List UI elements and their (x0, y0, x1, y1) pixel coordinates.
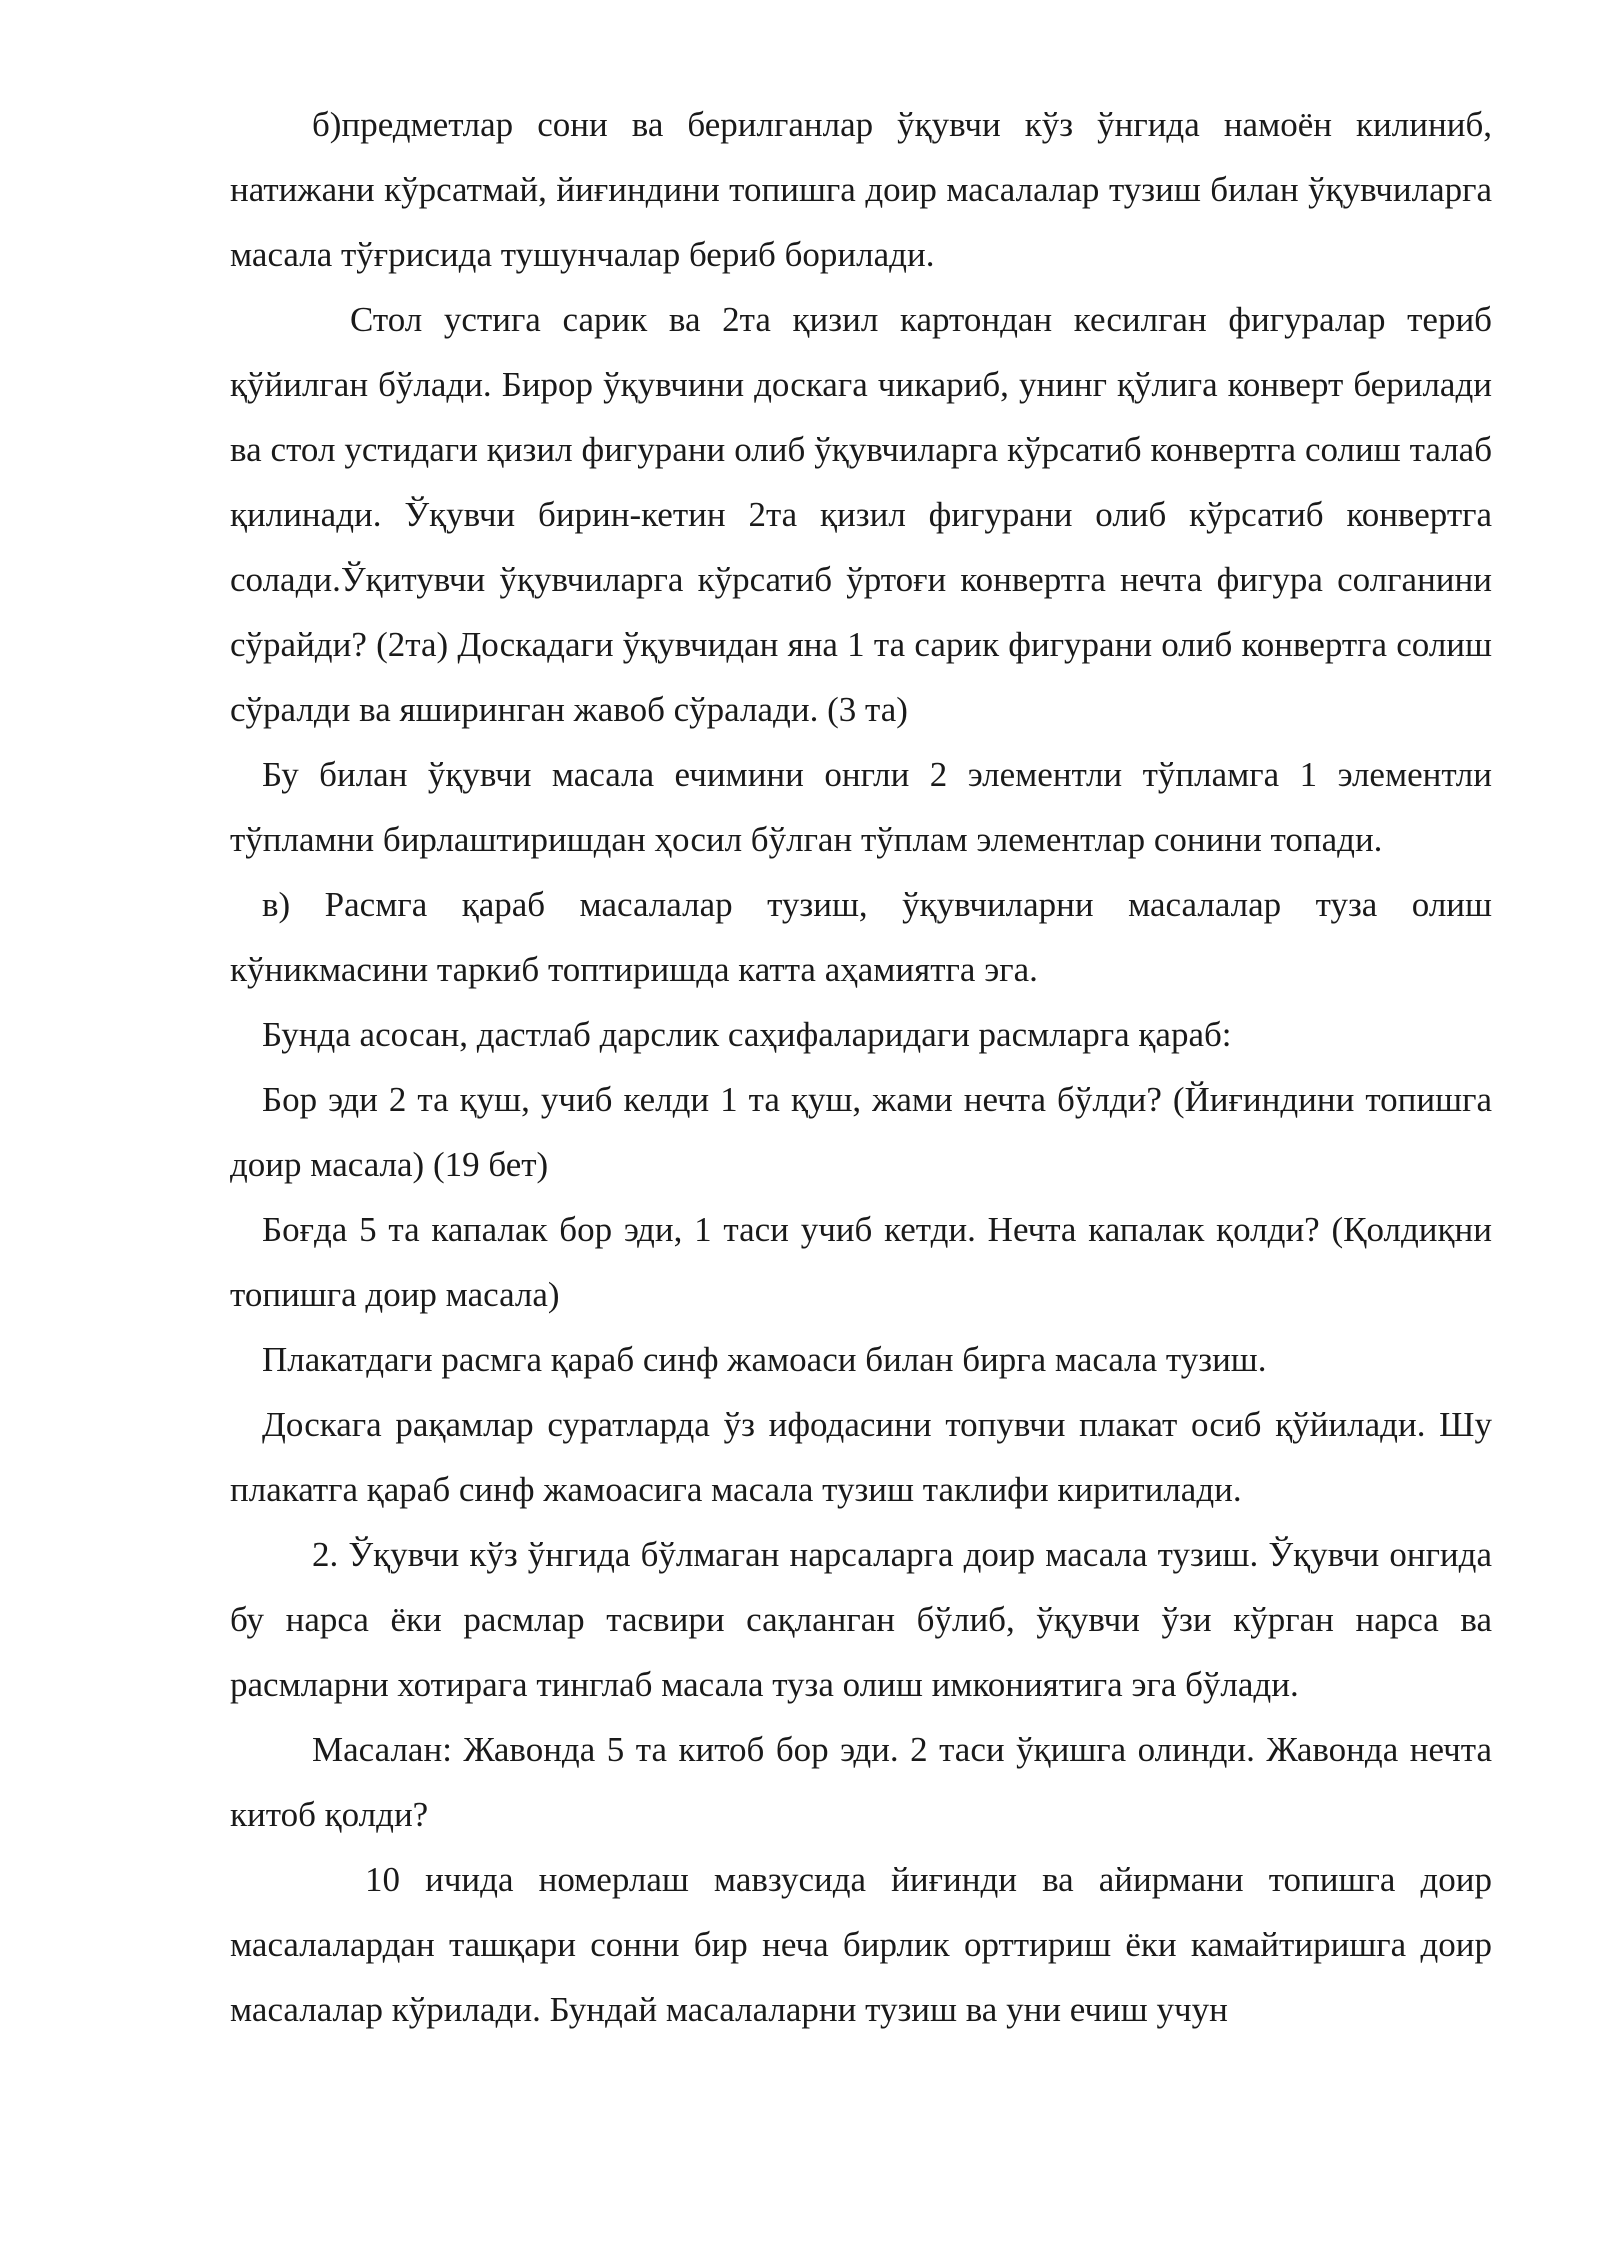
paragraph-intro-b: б)предметлар сони ва берилганлар ўқувчи кўз ўнгида намоён килиниб, натижани кўрсатмай, йиғиндини топишга доир масалалар тузиш билан ўқувчиларга масала тўғрисида тушунчалар бериб борилади. (230, 105, 1492, 274)
paragraph-birds-problem: Бор эди 2 та қуш, учиб келди 1 та қуш, жами нечта бўлди? (Йиғиндини топишга доир масала) (19 бет) (230, 1080, 1492, 1184)
paragraph-table-figures: Стол устига сарик ва 2та қизил картондан кесилган фигуралар териб қўйилган бўлади. Бирор ўқувчини доскага чикариб, унинг қўлига конверт берилади ва стол устидаги қизил фигурани олиб ўқувчиларга кўрсатиб конвертга солиш талаб қилинади. Ўқувчи бирин-кетин 2та қизил фигурани олиб кўрсатиб конвертга солади.Ўқитувчи ўқувчиларга кўрсатиб ўртоғи конвертга нечта фигура солганини сўрайди? (2та) Доскадаги ўқувчидан яна 1 та сарик фигурани олиб конвертга солиш сўралди ва яширинган жавоб сўралади. (3 та) (230, 300, 1492, 729)
paragraph-section-2: 2. Ўқувчи кўз ўнгида бўлмаган нарсаларга доир масала тузиш. Ўқувчи онгида бу нарса ёки расмлар тасвири сақланган бўлиб, ўқувчи ўзи кўрган нарса ва расмларни хотирага тинглаб масала туза олиш имкониятига эга бўлади. (230, 1535, 1492, 1704)
paragraph-poster-board: Доскага рақамлар суратларда ўз ифодасини топувчи плакат осиб қўйилади. Шу плакатга қараб синф жамоасига масала тузиш таклифи киритилади. (230, 1405, 1492, 1509)
paragraph-set-union: Бу билан ўқувчи масала ечимини онгли 2 элементли тўпламга 1 элементли тўпламни бирлаштиришдан ҳосил бўлган тўплам элементлар сонини топади. (230, 755, 1492, 859)
paragraph-intro-v: в) Расмга қараб масалалар тузиш, ўқувчиларни масалалар туза олиш кўникмасини таркиб топтиришда катта аҳамиятга эга. (230, 885, 1492, 989)
paragraph-poster-class: Плакатдаги расмга қараб синф жамоаси билан бирга масала тузиш. (262, 1340, 1267, 1379)
document-page (230, 92, 1492, 2042)
paragraph-butterflies-problem: Боғда 5 та капалак бор эди, 1 таси учиб кетди. Нечта капалак қолди? (Қолдиқни топишга доир масала) (230, 1210, 1492, 1314)
paragraph-textbook-pictures: Бунда асосан, дастлаб дарслик саҳифаларидаги расмларга қараб: (262, 1015, 1232, 1054)
paragraph-numbering-within-10: 10 ичида номерлаш мавзусида йиғинди ва айирмани топишга доир масалалардан ташқари сонни бир неча бирлик орттириш ёки камайтиришга доир масалалар кўрилади. Бундай масалаларни тузиш ва уни ечиш учун (230, 1860, 1492, 2029)
paragraph-example-books: Масалан: Жавонда 5 та китоб бор эди. 2 таси ўқишга олинди. Жавонда нечта китоб қолди? (230, 1730, 1492, 1834)
